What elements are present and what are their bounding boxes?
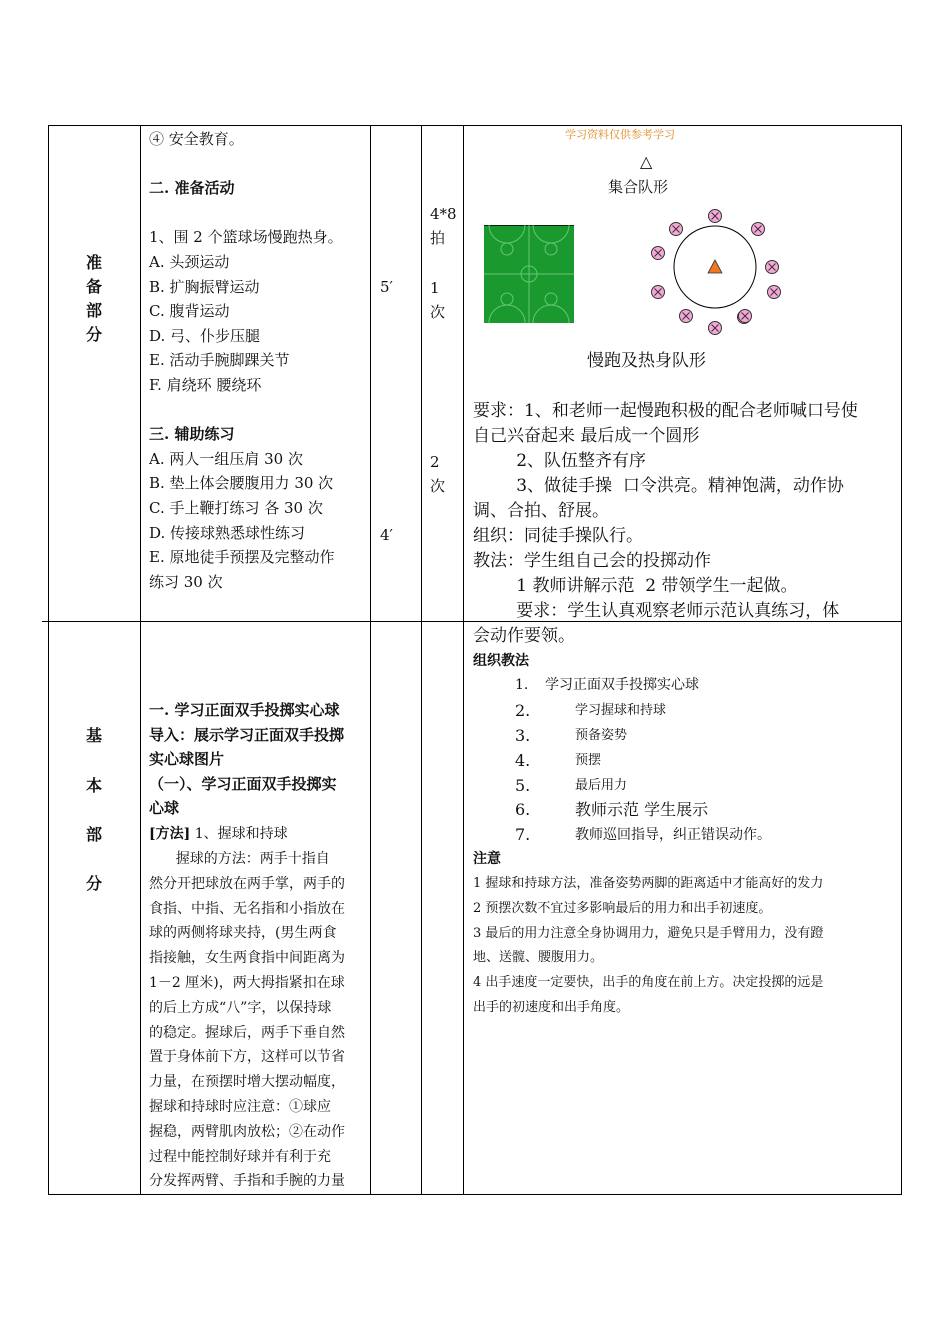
prep-count: 4*8 [430, 205, 457, 223]
prep-line: E. 活动手腕脚踝关节 [149, 351, 290, 370]
student-marker-icon [768, 286, 781, 299]
note-line: 4 出手速度一定要快，出手的角度在前上方。决定投掷的远是 [473, 975, 824, 991]
method-body-line: 置于身体前下方，这样可以节省 [149, 1049, 345, 1066]
method-body-line: 食指、中指、无名指和小指放在 [149, 900, 345, 917]
org-item-num: 7. [515, 825, 531, 844]
student-marker-icon [652, 247, 665, 260]
method-title [149, 822, 288, 846]
org-title: 组织教法 [473, 653, 529, 669]
org-item-num: 6. [515, 800, 531, 819]
method-body-line: 的稳定。握球后，两手下垂自然 [149, 1024, 345, 1041]
main-section-name-char: 分 [86, 874, 103, 893]
org-item-text: 预摆 [575, 753, 602, 768]
note-line: 1 握球和持球方法，准备姿势两脚的距离适中才能高好的发力 [473, 876, 824, 891]
student-marker-icon [709, 210, 722, 223]
prep-line: 1、围 2 个篮球场慢跑热身。 [149, 228, 343, 247]
method-body-line: 分发挥两臂、手指和手腕的力量 [149, 1173, 345, 1190]
prep-line: C. 腹背运动 [149, 302, 230, 321]
prep-heading: 三. 辅助练习 [149, 425, 235, 444]
main-section-name-char: 基 [86, 726, 103, 745]
prep-heading: 二. 准备活动 [149, 179, 235, 198]
student-marker-icon [652, 286, 665, 299]
method-body-line: 的后上方成“八”字，以保持球 [149, 999, 332, 1016]
col-divider-2 [370, 125, 371, 1195]
prep-time: 4′ [380, 526, 393, 544]
method-body-line: 力量，在预摆时增大摆动幅度， [149, 1074, 345, 1091]
requirement-line: 2、队伍整齐有序 [473, 451, 647, 471]
requirement-line: 1 教师讲解示范 2 带领学生一起做。 [473, 576, 798, 596]
prep-section-name-char: 分 [86, 325, 103, 344]
notes-list [473, 872, 823, 1021]
prep-time: 5′ [380, 278, 393, 296]
main-heading-line: 一. 学习正面双手投掷实心球 [149, 701, 340, 719]
org-item-num: 1. [515, 677, 529, 693]
requirement-line: 3、做徒手操 口令洪亮。精神饱满，动作协 [473, 476, 844, 496]
method-body-line: 1－2 厘米)，两大拇指紧扣在球 [149, 974, 345, 991]
watermark-text: 学习资料仅供参考学习 [565, 128, 675, 141]
main-heading-line: 导入：展示学习正面双手投掷 [149, 725, 345, 744]
org-item-text: 学习正面双手投掷实心球 [545, 677, 699, 693]
prep-line: B. 垫上体会腰腹用力 30 次 [149, 474, 334, 493]
prep-line: F. 肩绕环 腰绕环 [149, 375, 262, 394]
org-item-num: 3. [515, 726, 531, 745]
prep-line: A. 头颈运动 [149, 252, 230, 271]
run-formation-label: 慢跑及热身队形 [587, 351, 706, 371]
table-top-border [48, 125, 902, 126]
prep-section-name-char: 部 [86, 301, 103, 320]
basketball-court-diagram [484, 225, 574, 323]
prep-line [149, 398, 343, 423]
main-heading-line: 心球 [149, 799, 180, 818]
main-section-name-char: 本 [86, 776, 103, 795]
prep-line: D. 弓、仆步压腿 [149, 326, 261, 345]
gather-formation-label: 集合队形 [608, 178, 669, 196]
method-body-line: 指接触，女生两食指中间距离为 [149, 950, 345, 967]
method-body-line: 然分开把球放在两手掌，两手的 [149, 875, 345, 892]
org-item-num: 2. [515, 701, 531, 720]
prep-content [149, 127, 343, 594]
prep-line: D. 传接球熟悉球性练习 [149, 523, 306, 542]
prep-count: 2 [430, 453, 440, 471]
method-body-line: 握球和持球时应注意：①球应 [149, 1098, 331, 1115]
main-heading-line: 实心球图片 [149, 750, 225, 769]
method-body-line: 握稳，两臂肌肉放松；②在动作 [149, 1123, 345, 1140]
prep-line: A. 两人一组压肩 30 次 [149, 449, 303, 468]
org-item-text: 学习握球和持球 [575, 703, 667, 718]
prep-count: 1 [430, 279, 440, 297]
requirement-line: 会动作要领。 [473, 626, 575, 646]
notes-title: 注意 [473, 851, 501, 867]
student-marker-icon [670, 223, 683, 236]
table-right-border [901, 125, 902, 1195]
teacher-marker-icon [708, 260, 722, 273]
prep-line [149, 201, 343, 226]
method-body [149, 847, 345, 1194]
col-divider-1 [140, 125, 141, 1195]
prep-line: 练习 30 次 [149, 572, 223, 591]
org-item-text: 教师巡回指导，纠正错误动作。 [575, 827, 771, 843]
requirement-line: 要求：学生认真观察老师示范认真练习，体 [473, 601, 840, 621]
table-left-border [48, 125, 49, 1195]
method-title-text: 1、握球和持球 [190, 826, 288, 842]
col-divider-3 [421, 125, 422, 1195]
requirement-line: 调、合拍、舒展。 [473, 501, 609, 521]
org-item-text: 最后用力 [575, 778, 628, 793]
org-item-text: 教师示范 学生展示 [575, 800, 709, 819]
method-body-line: 握球的方法：两手十指自 [149, 851, 330, 867]
requirement-line: 要求：1、和老师一起慢跑积极的配合老师喊口号使 [473, 401, 858, 421]
warmup-circle-diagram [648, 205, 783, 335]
prep-section-name-char: 准 [86, 253, 103, 272]
student-marker-icon [709, 322, 722, 335]
student-marker-icon [752, 223, 765, 236]
prep-line: E. 原地徒手预摆及完整动作 [149, 548, 335, 567]
requirement-line: 组织：同徒手操队行。 [473, 526, 643, 546]
method-body-line: 球的两侧将球夹持，(男生两食 [149, 925, 337, 942]
prep-count: 次 [430, 303, 446, 321]
note-line: 地、送髋、腰腹用力。 [473, 950, 604, 966]
org-item-text: 预备姿势 [575, 728, 628, 743]
prep-section-name-char: 备 [86, 277, 103, 296]
prep-count: 次 [430, 477, 446, 495]
requirement-line: 自己兴奋起来 最后成一个圆形 [473, 426, 700, 446]
method-body-line: 过程中能控制好球并有利于充 [149, 1148, 331, 1165]
prep-line [149, 152, 343, 177]
main-heading-line: （一）、学习正面双手投掷实 [149, 774, 337, 793]
prep-line: C. 手上鞭打练习 各 30 次 [149, 498, 323, 517]
prep-requirements [473, 399, 858, 649]
col-divider-4 [463, 125, 464, 1195]
student-marker-icon [739, 310, 752, 323]
note-line: 2 预摆次数不宜过多影响最后的用力和出手初速度。 [473, 900, 772, 916]
prep-count: 拍 [430, 229, 446, 247]
prep-line: B. 扩胸振臂运动 [149, 277, 260, 296]
method-label: [方法] [149, 826, 191, 842]
note-line: 出手的初速度和出手角度。 [473, 999, 630, 1015]
teacher-triangle-icon: △ [640, 152, 653, 171]
prep-line: ④ 安全教育。 [149, 130, 244, 148]
org-item-num: 5. [515, 776, 531, 795]
org-item-num: 4. [515, 751, 531, 770]
note-line: 3 最后的用力注意全身协调用力，避免只是手臂用力，没有蹬 [473, 925, 824, 941]
student-marker-icon [680, 310, 693, 323]
main-section-name-char: 部 [86, 825, 103, 844]
main-heading [149, 698, 344, 821]
student-marker-icon [766, 261, 779, 274]
requirement-line: 教法：学生组自己会的投掷动作 [473, 551, 711, 571]
